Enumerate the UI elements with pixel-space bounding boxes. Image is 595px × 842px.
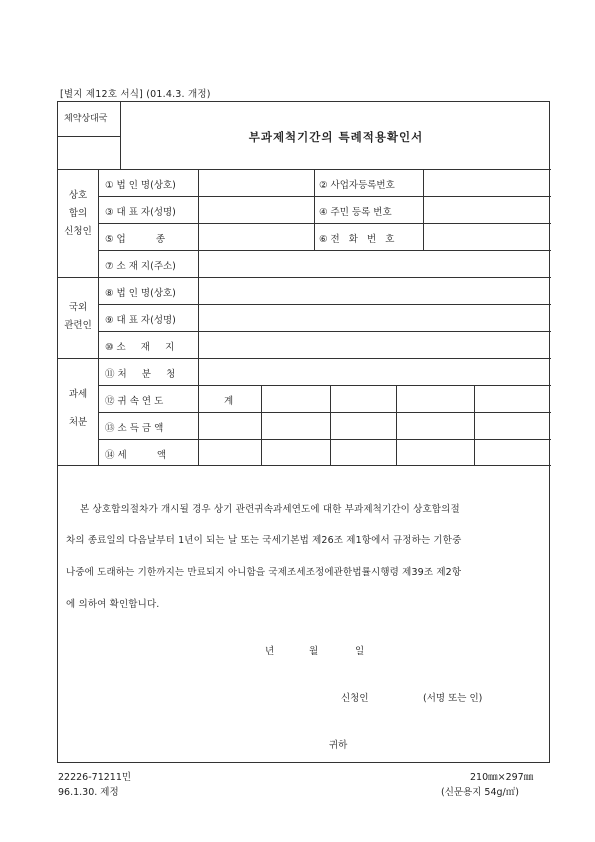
form-number-note: [별지 제12호 서식] (01.4.3. 개정) [60,89,211,100]
tax-disposition-section-label: 과세 처분 [68,389,88,428]
field-phone: ⑥ 전 화 번 호 [319,234,395,245]
divider [261,385,262,465]
form-code: 22226-71211민 [58,772,132,783]
field-business-reg-no: ② 사업자등록번호 [319,180,395,191]
divider [98,439,551,440]
field-disposing-office: ⑪ 처 분 청 [105,369,176,380]
field-foreign-representative: ⑨ 대 표 자(성명) [105,315,176,326]
applicant-label: 신청인 [341,693,369,704]
divider [98,304,551,305]
paper-size: 210㎜×297㎜ [470,772,534,783]
field-address: ⑦ 소 재 지(주소) [105,261,176,272]
date-year-label: 년 [265,646,275,657]
recipient-label: 귀하 [329,740,348,751]
confirmation-form [57,101,550,763]
total-label: 계 [224,396,234,407]
foreign-party-section-label: 국외 관련인 [64,302,92,331]
divider [98,196,551,197]
divider [396,385,397,465]
divider [98,169,99,465]
divider [423,169,424,250]
established-date: 96.1.30. 제정 [58,787,119,798]
statement-line-4: 에 의하여 확인합니다. [66,599,160,610]
paper-type: (신문용지 54g/㎡) [441,787,519,798]
divider [58,358,551,359]
field-foreign-corp-name: ⑧ 법 인 명(상호) [105,288,176,299]
divider [58,465,551,466]
divider [98,250,551,251]
field-tax-year: ⑫ 귀 속 연 도 [105,396,164,407]
divider [58,136,120,137]
date-month-label: 월 [309,646,319,657]
divider [474,385,475,465]
date-day-label: 일 [355,646,365,657]
applicant-section-label: 상호 합의 신청인 [64,190,92,237]
statement-line-2: 차의 종료일의 다음날부터 1년이 되는 날 또는 국세기본법 제26조 제1항에서 규정하는 기한중 [66,535,462,546]
field-tax-amount: ⑭ 세 액 [105,450,167,461]
divider [98,331,551,332]
divider [58,277,551,278]
divider [98,223,551,224]
field-resident-reg-no: ④ 주민 등록 번호 [319,207,392,218]
divider [330,385,331,465]
field-representative: ③ 대 표 자(성명) [105,207,176,218]
signature-placeholder: (서명 또는 인) [423,693,483,704]
field-foreign-location: ⑩ 소 재 지 [105,342,175,353]
divider [198,169,199,465]
statement-line-1: 본 상호합의절차가 개시될 경우 상기 관련귀속과세연도에 대한 부과제척기간이 상호합의절 [80,504,460,515]
contracting-state-label: 체약상대국 [64,114,108,124]
divider [314,169,315,250]
divider [98,412,551,413]
statement-line-3: 나중에 도래하는 기한까지는 만료되지 아니함을 국제조세조정에관한법률시행령 제39조 제2항 [66,567,462,578]
field-corp-name: ① 법 인 명(상호) [105,180,176,191]
divider [58,169,551,170]
divider [98,385,551,386]
form-title: 부과제척기간의 특례적용확인서 [248,130,424,144]
field-income-amount: ⑬ 소 득 금 액 [105,423,164,434]
field-business-type: ⑤ 업 종 [105,234,166,245]
